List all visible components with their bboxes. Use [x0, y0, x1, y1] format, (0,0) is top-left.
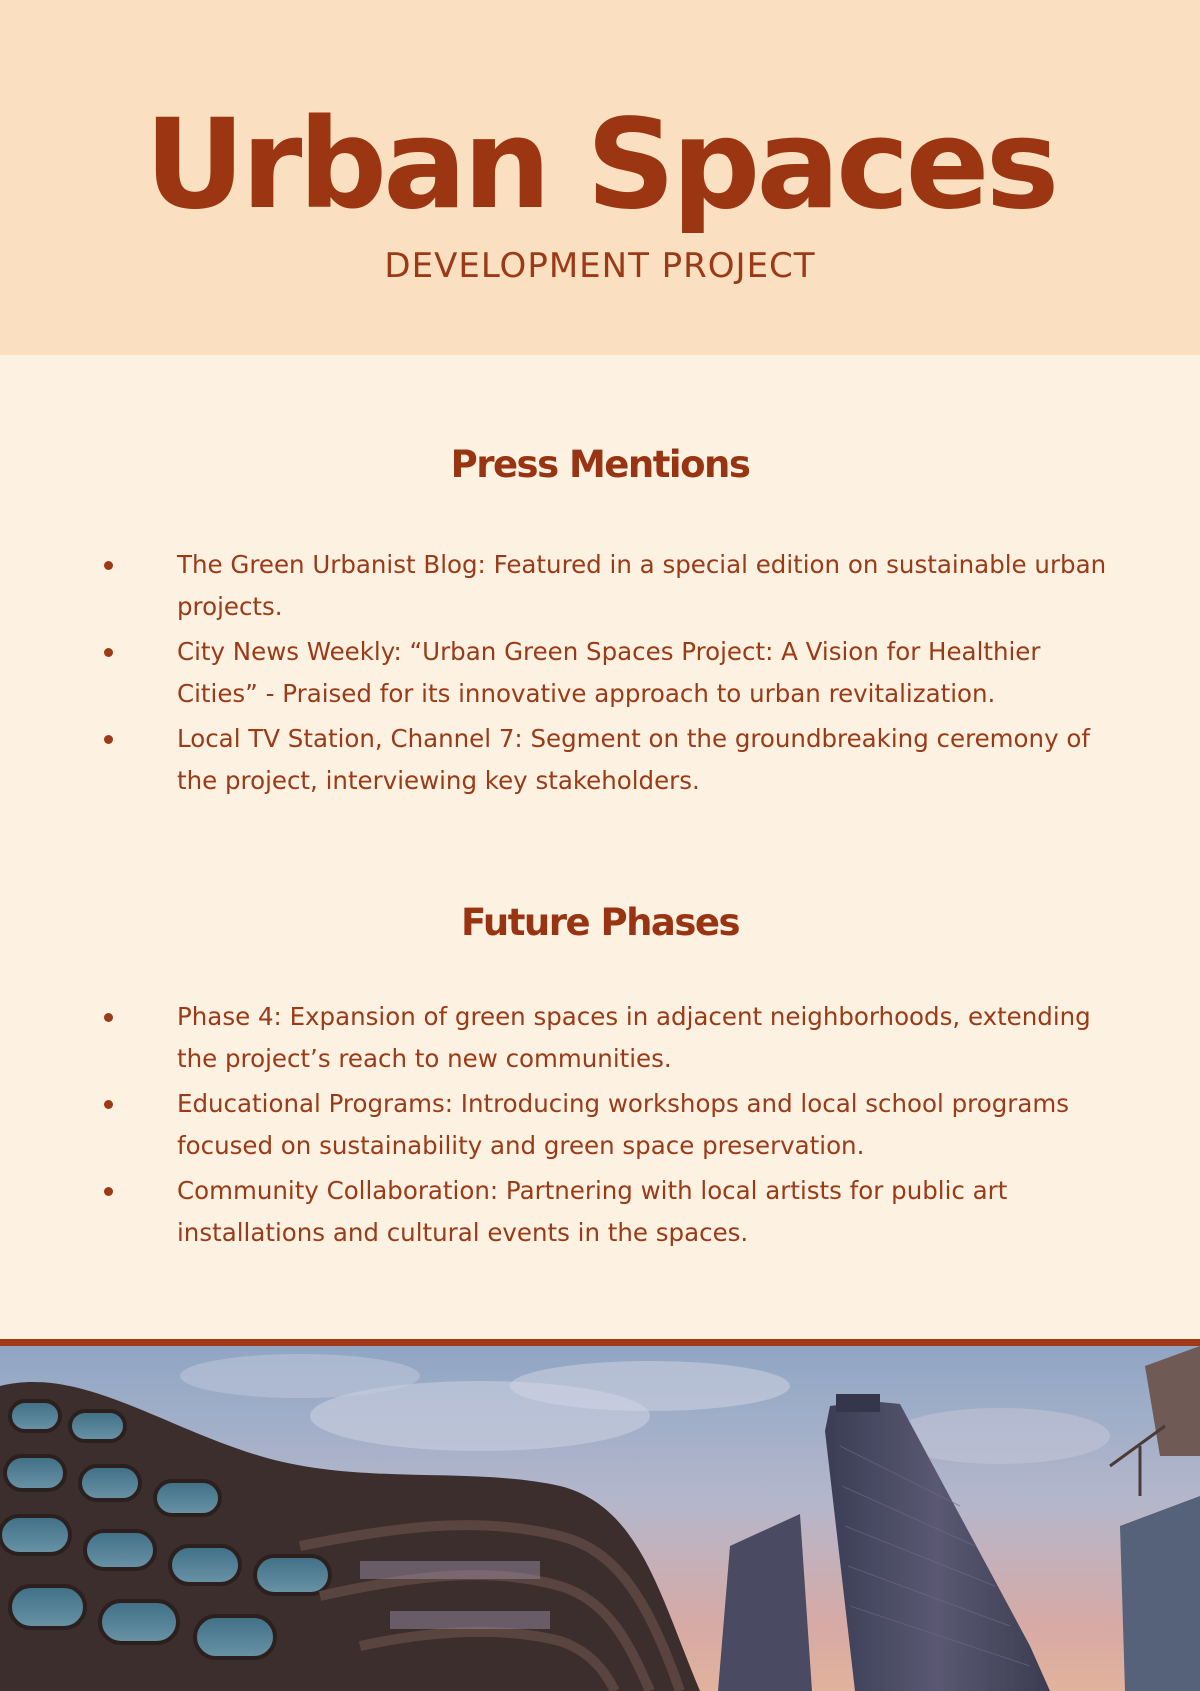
list-item — [0, 1083, 1200, 1167]
page-subtitle: DEVELOPMENT PROJECT — [384, 246, 816, 286]
list-item — [0, 718, 1200, 802]
header-banner — [0, 0, 1200, 355]
bullet-icon — [104, 735, 113, 744]
press-mentions-list — [0, 544, 1200, 805]
bullet-icon — [104, 1100, 113, 1109]
list-item-text: City News Weekly: “Urban Green Spaces Project: A Vision for Healthier Cities” - Praised for its innovative approach to urban revitalization. — [177, 637, 1041, 708]
bullet-icon — [104, 648, 113, 657]
bullet-icon — [104, 1187, 113, 1196]
page-title: Urban Spaces — [144, 93, 1056, 237]
list-item-text: Educational Programs: Introducing workshops and local school programs focused on sustainability and green space preservation. — [177, 1089, 1069, 1160]
future-phases-list — [0, 996, 1200, 1257]
photo-divider — [0, 1339, 1200, 1346]
future-phases-heading: Future Phases — [460, 901, 740, 944]
skyline-illustration — [0, 1346, 1200, 1691]
list-item-text: Phase 4: Expansion of green spaces in adjacent neighborhoods, extending the project’s reach to new communities. — [177, 1002, 1091, 1073]
city-buildings-photo — [0, 1346, 1200, 1691]
list-item — [0, 996, 1200, 1080]
press-mentions-heading: Press Mentions — [450, 443, 750, 486]
list-item-text: The Green Urbanist Blog: Featured in a special edition on sustainable urban projects. — [177, 550, 1107, 621]
list-item-text: Local TV Station, Channel 7: Segment on the groundbreaking ceremony of the project, interviewing key stakeholders. — [177, 724, 1090, 795]
list-item — [0, 631, 1200, 715]
list-item — [0, 544, 1200, 628]
list-item — [0, 1170, 1200, 1254]
list-item-text: Community Collaboration: Partnering with local artists for public art installations and cultural events in the spaces. — [177, 1176, 1008, 1247]
bullet-icon — [104, 1013, 113, 1022]
bullet-icon — [104, 561, 113, 570]
